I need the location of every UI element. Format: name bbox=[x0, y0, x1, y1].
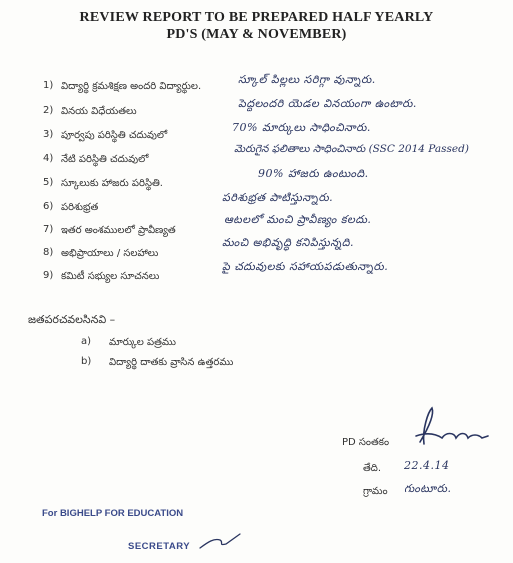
enclosure-label: విద్యార్థి దాతకు వ్రాసిన ఉత్తరము bbox=[109, 357, 234, 368]
report-subtitle: PD'S (MAY & NOVEMBER) bbox=[166, 27, 347, 42]
item-number: 2) bbox=[43, 105, 54, 116]
item-label: కమిటీ సభ్యుల సూచనలు bbox=[61, 271, 160, 282]
secretary-stamp: SECRETARY bbox=[128, 541, 191, 552]
item-number: 7) bbox=[43, 224, 54, 235]
item-number: 1) bbox=[43, 80, 54, 91]
item-label: విద్యార్థి క్రమశిక్షణ అందరి విద్యార్థుల. bbox=[61, 81, 202, 92]
enclosure-number: b) bbox=[81, 356, 92, 367]
enclosure-label: మార్కుల పత్రము bbox=[109, 337, 176, 348]
item-label: అభిప్రాయాలు / సలహాలు bbox=[61, 248, 159, 259]
item-number: 8) bbox=[43, 247, 54, 258]
signature-label: PD సంతకం bbox=[342, 437, 390, 448]
item-response: 70% మార్కులు సాధించినారు. bbox=[232, 121, 371, 134]
item-response: 90% హాజరు ఉంటుంది. bbox=[258, 167, 369, 180]
village-label: గ్రామం bbox=[363, 486, 388, 497]
item-label: పూర్వపు పరిస్థితి చదువులో bbox=[61, 130, 168, 141]
item-response: మంచి అభివృద్ధి కనిపిస్తున్నది. bbox=[222, 236, 354, 249]
item-number: 6) bbox=[43, 201, 54, 212]
item-number: 3) bbox=[43, 129, 54, 140]
enclosures-heading: జతపరచవలసినవి – bbox=[28, 313, 116, 326]
enclosure-number: a) bbox=[81, 336, 92, 347]
date-label: తేది. bbox=[363, 463, 382, 474]
item-number: 4) bbox=[43, 153, 54, 164]
item-response: పై చదువులకు సహాయపడుతున్నారు. bbox=[222, 260, 389, 273]
item-response: పరిశుభ్రత పాటిస్తున్నారు. bbox=[222, 191, 334, 204]
item-label: పరిశుభ్రత bbox=[61, 202, 99, 213]
report-title: REVIEW REPORT TO BE PREPARED HALF YEARLY bbox=[79, 10, 434, 25]
pd-signature bbox=[402, 402, 502, 452]
item-number: 5) bbox=[43, 177, 54, 188]
item-number: 9) bbox=[43, 270, 54, 281]
item-response: మెరుగైన ఫలితాలు సాధించినారు (SSC 2014 Passed) bbox=[234, 143, 469, 155]
item-response: ఆటలలో మంచి ప్రావీణ్యం కలదు. bbox=[224, 213, 372, 226]
secretary-signature bbox=[196, 528, 246, 554]
item-response: స్కూల్ పిల్లలు సరిగ్గా వున్నారు. bbox=[238, 73, 376, 86]
item-label: స్కూలుకు హాజరు పరిస్థితి. bbox=[61, 178, 163, 189]
village-value: గుంటూరు. bbox=[404, 482, 452, 495]
item-label: నేటి పరిస్థితి చదువులో bbox=[61, 154, 149, 165]
item-label: ఇతర అంశములలో ప్రావీణ్యత bbox=[61, 225, 176, 236]
item-response: పెద్దలందరి యెడల వినయంగా ఉంటారు. bbox=[238, 97, 417, 110]
item-label: వినయ విధేయతలు bbox=[61, 106, 137, 117]
organization-stamp: For BIGHELP FOR EDUCATION bbox=[42, 508, 184, 519]
date-value: 22.4.14 bbox=[404, 459, 450, 472]
